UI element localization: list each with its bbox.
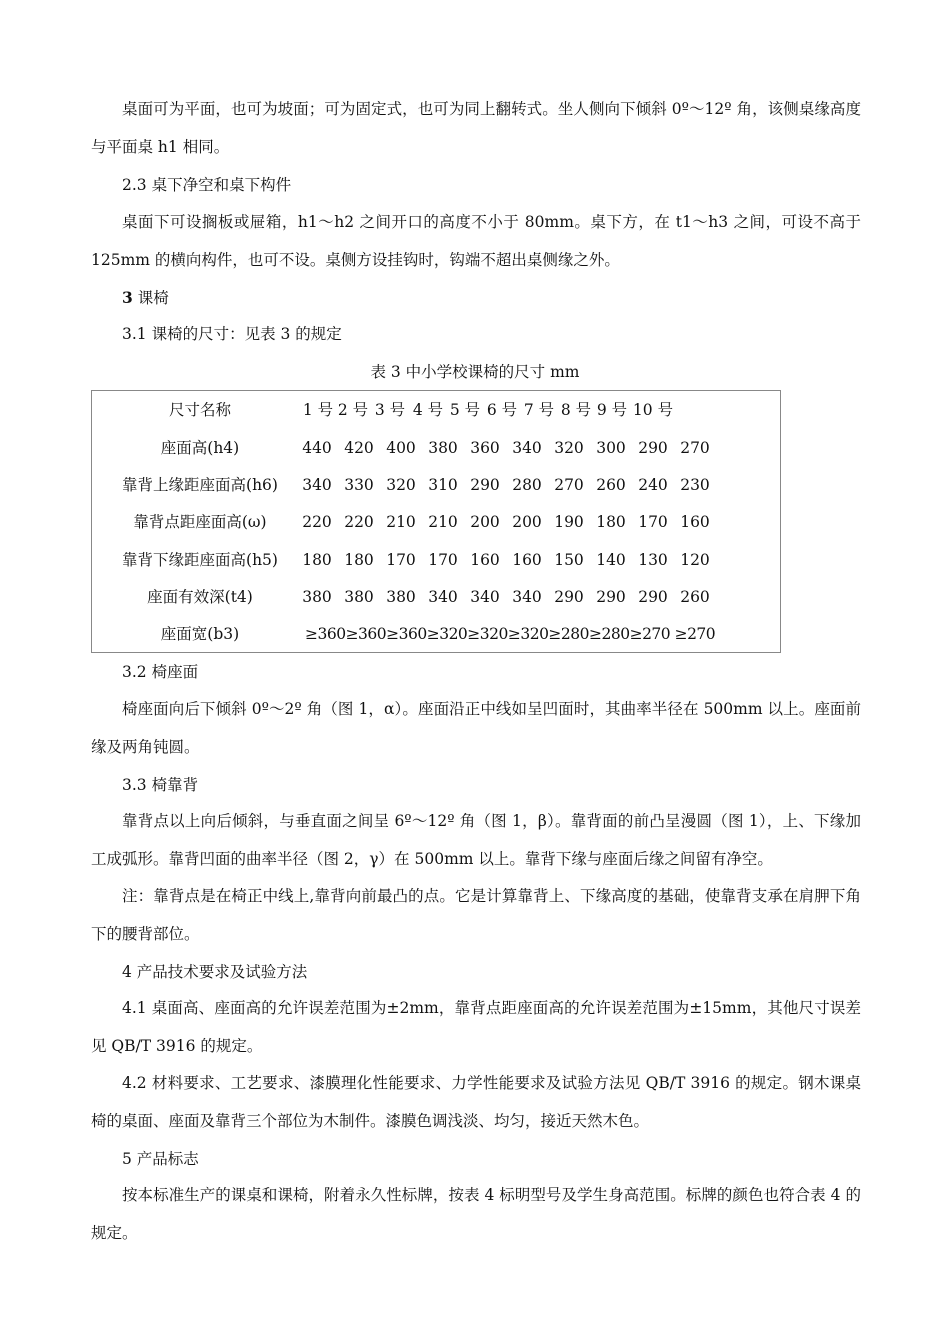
header-size: 1 号 [302,401,334,419]
table-cell: 180 [302,551,332,569]
table-row [92,436,782,460]
seat-width-values: ≥360≥360≥360≥320≥320≥320≥280≥280≥270 ≥270 [305,625,716,643]
table-cell: 270 [554,476,584,494]
table-cell: 150 [554,551,584,569]
paragraph-4-1: 4.1 桌面高、座面高的允许误差范围为±2mm，靠背点距座面高的允许误差范围为±15mm，其他尺寸误差见 QB/T 3916 的规定。 [91,999,861,1055]
table-cell: 340 [512,588,542,606]
table-cell: 220 [344,513,374,531]
paragraph-5: 按本标准生产的课桌和课椅，附着永久性标牌，按表 4 标明型号及学生身高范围。标牌的颜色也符合表 4 的规定。 [91,1186,861,1242]
table-cell: 290 [470,476,500,494]
heading-4: 4 产品技术要求及试验方法 [122,963,308,981]
table-cell: 170 [386,551,416,569]
row-name: 座面有效深(t4) [147,588,253,606]
table-row [92,622,782,646]
table-cell: 380 [386,588,416,606]
paragraph-desk-underside: 桌面下可设搁板或屉箱，h1～h2 之间开口的高度不小于 80mm。桌下方，在 t1～h3 之间，可设不高于 125mm 的横向构件，也可不设。桌侧方设挂钩时，钩端不超出桌侧缘之外。 [91,213,861,269]
paragraph-desk-surface: 桌面可为平面，也可为坡面；可为固定式，也可为同上翻转式。坐人侧向下倾斜 0º～12º 角，该侧桌缘高度与平面桌 h1 相同。 [91,100,861,156]
table-cell: 290 [596,588,626,606]
row-name: 靠背下缘距座面高(h5) [122,551,278,569]
table-cell: 160 [470,551,500,569]
table-cell: 270 [680,439,710,457]
header-size: 8 号 [560,401,592,419]
table-cell: 260 [596,476,626,494]
table-cell: 170 [638,513,668,531]
header-size: 9 号 [596,401,628,419]
table-cell: 160 [680,513,710,531]
heading-3-2: 3.2 椅座面 [122,663,199,681]
header-size: 5 号 [449,401,481,419]
row-name: 靠背点距座面高(ω) [133,513,267,531]
header-size: 10 号 [632,401,674,419]
table-cell: 340 [470,588,500,606]
table-cell: 200 [512,513,542,531]
table-cell: 120 [680,551,710,569]
header-size: 2 号 [337,401,369,419]
table-3-caption: 表 3 中小学校课椅的尺寸 mm [370,363,580,381]
row-name: 座面宽(b3) [160,625,240,643]
table-row [92,473,782,497]
heading-3-1: 3.1 课椅的尺寸：见表 3 的规定 [122,325,342,343]
table-cell: 420 [344,439,374,457]
table-cell: 160 [512,551,542,569]
paragraph-seat-surface: 椅座面向后下倾斜 0º～2º 角（图 1，α）。座面沿正中线如呈凹面时，其曲率半径在 500mm 以上。座面前缘及两角钝圆。 [91,700,861,756]
table-cell: 190 [554,513,584,531]
table-row [92,510,782,534]
paragraph-note: 注：靠背点是在椅正中线上,靠背向前最凸的点。它是计算靠背上、下缘高度的基础，使靠背支承在肩胛下角下的腰背部位。 [91,887,861,943]
table-row [92,585,782,609]
table-cell: 210 [386,513,416,531]
row-name: 靠背上缘距座面高(h6) [122,476,278,494]
table-cell: 310 [428,476,458,494]
table-cell: 170 [428,551,458,569]
table-cell: 340 [428,588,458,606]
heading-3 [122,286,169,310]
paragraph-4-2: 4.2 材料要求、工艺要求、漆膜理化性能要求、力学性能要求及试验方法见 QB/T 3916 的规定。钢木课桌椅的桌面、座面及靠背三个部位为木制件。漆膜色调浅淡、均匀，接近天然木色。 [91,1074,861,1130]
table-cell: 290 [554,588,584,606]
heading-3-number: 3 [122,288,133,307]
heading-2-3: 2.3 桌下净空和桌下构件 [122,176,292,194]
table-cell: 340 [512,439,542,457]
row-name: 座面高(h4) [160,439,240,457]
table-cell: 260 [680,588,710,606]
table-cell: 400 [386,439,416,457]
table-cell: 180 [344,551,374,569]
header-size: 6 号 [486,401,518,419]
header-size: 7 号 [523,401,555,419]
table-header-row [92,398,782,422]
table-cell: 240 [638,476,668,494]
table-cell: 320 [386,476,416,494]
heading-5: 5 产品标志 [122,1150,199,1168]
table-cell: 180 [596,513,626,531]
header-size: 4 号 [412,401,444,419]
header-size: 3 号 [374,401,406,419]
table-row [92,548,782,572]
table-cell: 130 [638,551,668,569]
table-cell: 200 [470,513,500,531]
heading-3-3: 3.3 椅靠背 [122,776,199,794]
table-cell: 380 [302,588,332,606]
table-cell: 220 [302,513,332,531]
table-cell: 230 [680,476,710,494]
table-cell: 440 [302,439,332,457]
table-cell: 380 [344,588,374,606]
table-cell: 280 [512,476,542,494]
paragraph-backrest: 靠背点以上向后倾斜，与垂直面之间呈 6º～12º 角（图 1，β）。靠背面的前凸呈漫圆（图 1），上、下缘加工成弧形。靠背凹面的曲率半径（图 2，γ）在 500mm 以上。靠背下缘与座面后缘之间留有净空。 [91,812,861,868]
table-3 [91,390,781,653]
table-cell: 320 [554,439,584,457]
table-cell: 330 [344,476,374,494]
table-cell: 210 [428,513,458,531]
table-cell: 290 [638,588,668,606]
header-size-name: 尺寸名称 [168,401,231,419]
heading-3-text: 课椅 [137,289,169,307]
table-cell: 380 [428,439,458,457]
table-cell: 340 [302,476,332,494]
table-cell: 300 [596,439,626,457]
table-cell: 290 [638,439,668,457]
table-cell: 140 [596,551,626,569]
table-cell: 360 [470,439,500,457]
